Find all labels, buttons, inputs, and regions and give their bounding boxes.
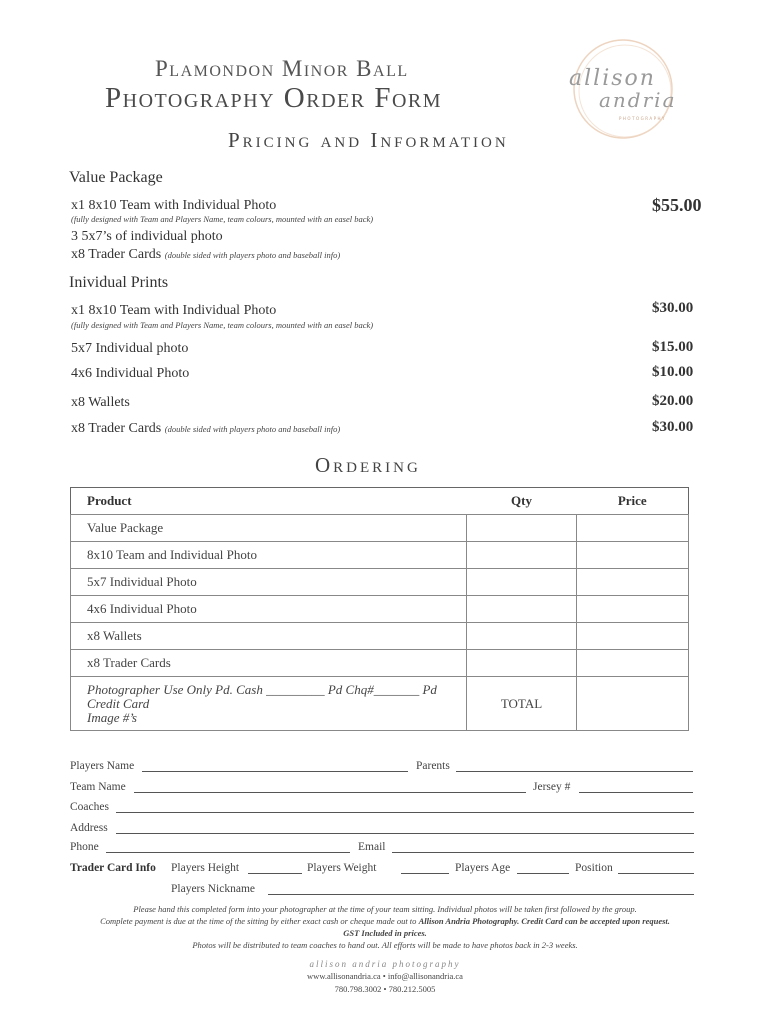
footer-signature: allison andria photography — [309, 959, 461, 969]
table-row-photographer-use — [71, 677, 689, 731]
header-line1: Plamondon Minor Ball — [155, 56, 409, 81]
value-package-item1-note: (fully designed with Team and Players Name, team colours, mounted with an easel back) — [71, 214, 374, 224]
individual-item5: x8 Trader Cards (double sided with players photo and baseball info) — [71, 421, 341, 436]
product-cell: 5x7 Individual Photo — [71, 569, 467, 596]
image-numbers-label: Image #’s — [87, 710, 137, 725]
price-input[interactable] — [577, 650, 689, 677]
address-label: Address — [70, 822, 108, 834]
email-field[interactable] — [392, 852, 694, 853]
qty-input[interactable] — [467, 650, 577, 677]
players-age-label: Players Age — [455, 862, 511, 874]
form-title: Photography Order Form — [105, 82, 443, 114]
value-package-item2: 3 5x7’s of individual photo — [71, 229, 223, 244]
product-cell: 4x6 Individual Photo — [71, 596, 467, 623]
players-height-field[interactable] — [248, 873, 302, 874]
parents-label: Parents — [416, 760, 450, 772]
phone-field[interactable] — [106, 852, 350, 853]
value-package-heading: Value Package — [69, 169, 163, 186]
value-package-item3: x8 Trader Cards (double sided with players photo and baseball info) — [71, 247, 341, 262]
value-package-item1: x1 8x10 Team with Individual Photo — [71, 198, 277, 213]
price-input[interactable] — [577, 569, 689, 596]
qty-input[interactable] — [467, 596, 577, 623]
product-cell: x8 Wallets — [71, 623, 467, 650]
individual-prints-heading: Inividual Prints — [69, 274, 169, 291]
total-input[interactable] — [577, 677, 689, 731]
price-column-header: Price — [577, 488, 689, 515]
players-nickname-label: Players Nickname — [171, 883, 255, 895]
table-row — [71, 515, 689, 542]
qty-input[interactable] — [467, 515, 577, 542]
price-input[interactable] — [577, 542, 689, 569]
table-row — [71, 542, 689, 569]
parents-field[interactable] — [456, 771, 693, 772]
product-cell: x8 Trader Cards — [71, 650, 467, 677]
coaches-field[interactable] — [116, 812, 694, 813]
footer-instructions: Please hand this completed form into your photographer at the time of your team sitting. Individual photos will be taken first followed by the group. — [133, 904, 637, 914]
photographer-use-cell — [71, 677, 467, 731]
product-cell: 8x10 Team and Individual Photo — [71, 542, 467, 569]
qty-input[interactable] — [467, 623, 577, 650]
coaches-label: Coaches — [70, 801, 109, 813]
individual-item5-price: $30.00 — [652, 419, 694, 435]
table-row — [71, 596, 689, 623]
individual-item4: x8 Wallets — [71, 395, 130, 410]
product-column-header: Product — [71, 488, 467, 515]
individual-item1: x1 8x10 Team with Individual Photo — [71, 303, 277, 318]
email-label: Email — [358, 841, 386, 853]
logo-subtitle: PHOTOGRAPHY — [619, 116, 666, 121]
players-weight-field[interactable] — [401, 873, 449, 874]
players-weight-label: Players Weight — [307, 862, 377, 874]
individual-item2-price: $15.00 — [652, 339, 694, 355]
footer-payment: Complete payment is due at the time of the sitting by either exact cash or cheque made out to Allison Andria Photography. Credit Card can be accepted upon request. — [100, 916, 670, 926]
individual-item1-note: (fully designed with Team and Players Name, team colours, mounted with an easel back) — [71, 320, 374, 330]
trader-card-info-label: Trader Card Info — [70, 862, 156, 874]
phone-label: Phone — [70, 841, 99, 853]
order-table — [70, 487, 689, 731]
qty-input[interactable] — [467, 542, 577, 569]
position-field[interactable] — [618, 873, 694, 874]
footer-contact: www.allisonandria.ca • info@allisonandria.ca — [307, 971, 463, 981]
section-title-pricing: Pricing and Information — [228, 128, 509, 152]
footer-phones: 780.798.3002 • 780.212.5005 — [334, 984, 436, 994]
players-nickname-field[interactable] — [268, 894, 694, 895]
price-input[interactable] — [577, 623, 689, 650]
players-age-field[interactable] — [517, 873, 569, 874]
footer-distribution: Photos will be distributed to team coaches to hand out. All efforts will be made to have photos back in 2-3 weeks. — [192, 940, 578, 950]
players-name-label: Players Name — [70, 760, 135, 772]
individual-item2: 5x7 Individual photo — [71, 341, 189, 356]
price-input[interactable] — [577, 515, 689, 542]
position-label: Position — [575, 862, 613, 874]
individual-item3-price: $10.00 — [652, 364, 694, 380]
individual-item1-price: $30.00 — [652, 300, 694, 316]
price-input[interactable] — [577, 596, 689, 623]
players-name-field[interactable] — [142, 771, 408, 772]
players-height-label: Players Height — [171, 862, 240, 874]
jersey-label: Jersey # — [533, 781, 571, 793]
jersey-field[interactable] — [579, 792, 693, 793]
order-table-header — [71, 488, 689, 515]
qty-column-header: Qty — [467, 488, 577, 515]
address-field[interactable] — [116, 833, 694, 834]
table-row — [71, 569, 689, 596]
table-row — [71, 650, 689, 677]
section-title-ordering: Ordering — [315, 453, 421, 477]
individual-item4-price: $20.00 — [652, 393, 694, 409]
logo-script-line2: andria — [599, 88, 677, 112]
product-cell: Value Package — [71, 515, 467, 542]
photographer-use-line1: Photographer Use Only Pd. Cash _________ Pd Chq#_______ Pd Credit Card — [87, 682, 437, 711]
allison-andria-logo — [541, 37, 701, 145]
qty-input[interactable] — [467, 569, 577, 596]
table-row — [71, 623, 689, 650]
value-package-price: $55.00 — [652, 195, 702, 215]
footer-gst: GST Included in prices. — [343, 928, 427, 938]
individual-item3: 4x6 Individual Photo — [71, 366, 190, 381]
total-label: TOTAL — [467, 677, 577, 731]
logo-script-line1: allison — [569, 66, 656, 91]
team-name-field[interactable] — [134, 792, 526, 793]
team-name-label: Team Name — [70, 781, 126, 793]
